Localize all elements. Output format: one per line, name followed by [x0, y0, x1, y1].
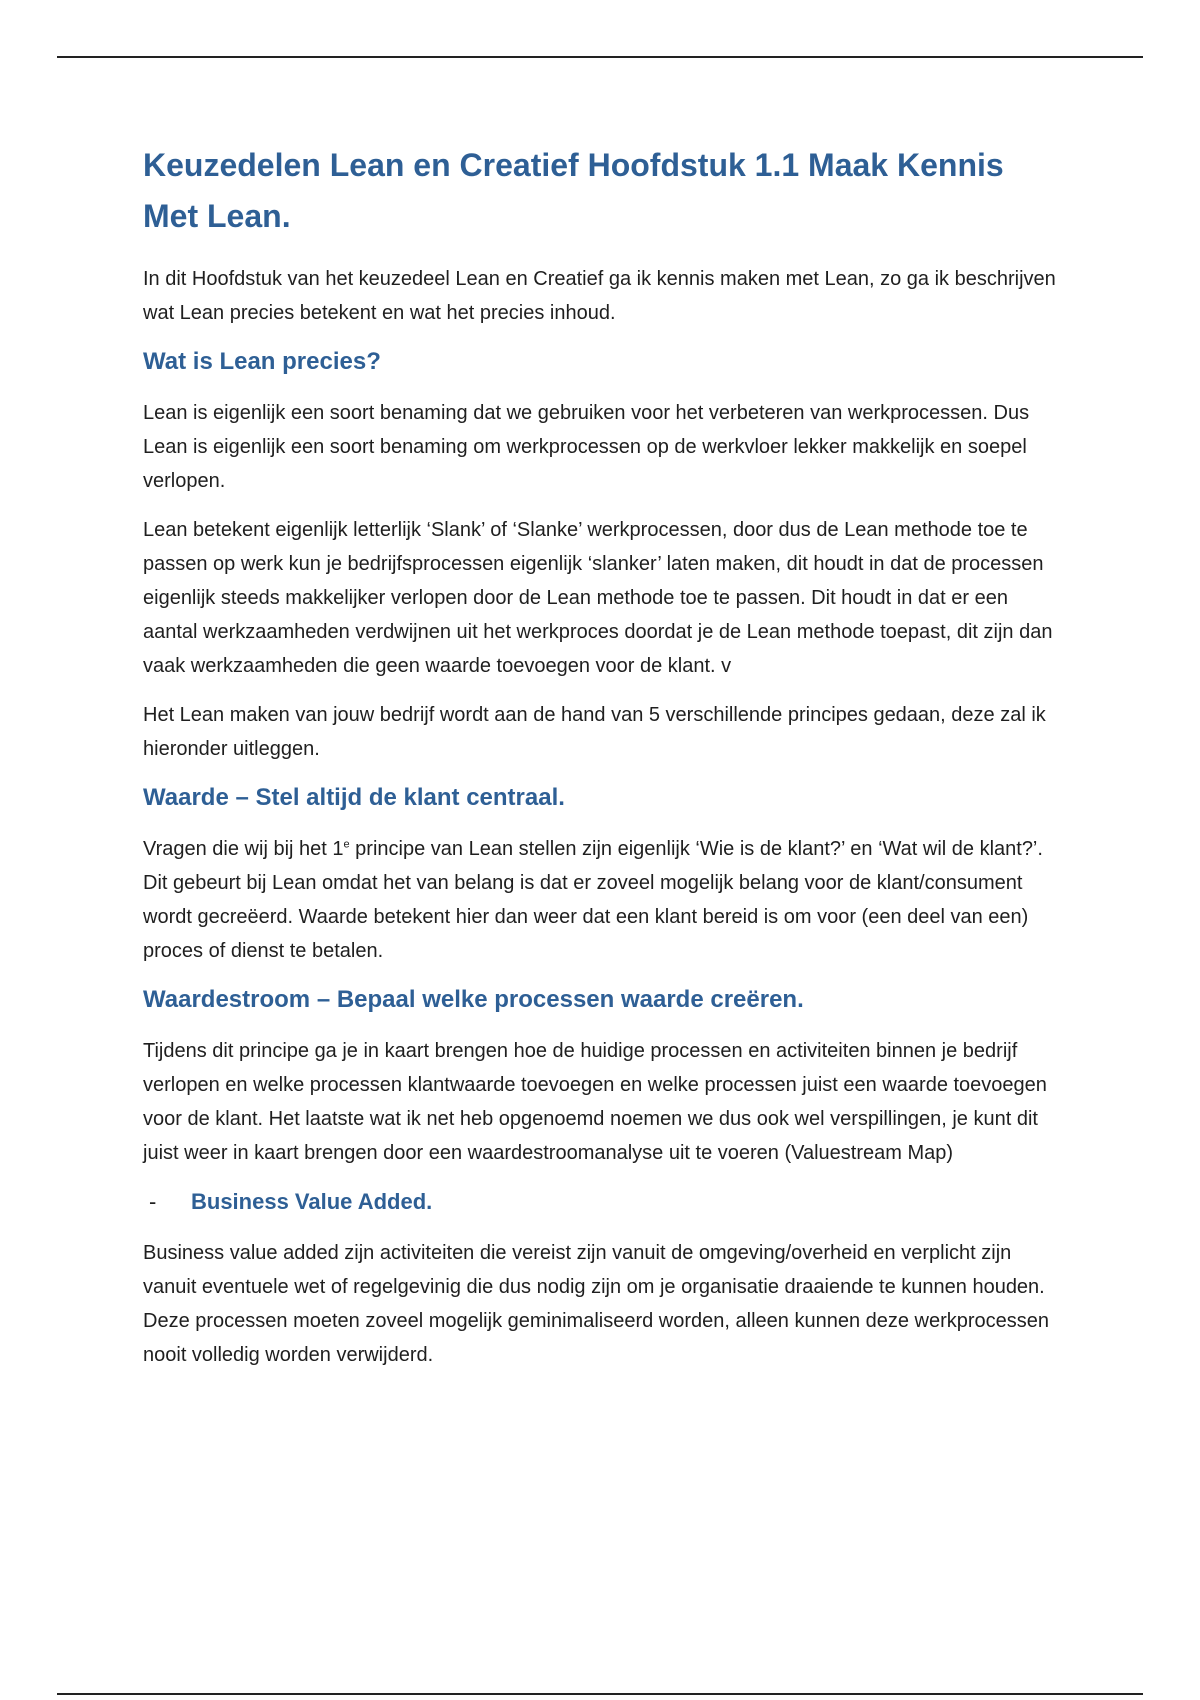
paragraph-lean-definition: Lean is eigenlijk een soort benaming dat we gebruiken voor het verbeteren van werkprocessen. Dus Lean is eigenlijk een soort benaming om werkprocessen op de werkvloer lekker makkelijk en soepel verlopen. [143, 402, 1030, 492]
intro-paragraph: In dit Hoofdstuk van het keuzedeel Lean en Creatief ga ik kennis maken met Lean, zo ga ik beschrijven wat Lean precies betekent en wat het precies inhoud. [143, 268, 1056, 324]
bullet-heading-text: Business Value Added. [191, 1189, 433, 1214]
bullet-heading-business-value-added [143, 1185, 1063, 1219]
paragraph-waarde-rest: principe van Lean stellen zijn eigenlijk ‘Wie is de klant?’ en ‘Wat wil de klant?’. Dit gebeurt bij Lean omdat het van belang is dat er zoveel mogelijk belang voor de klant/consument wordt gecreëerd. Waarde betekent hier dan weer dat een klant bereid is om voor (een deel van een) proces of dienst te betalen. [143, 838, 1043, 962]
document-title: Keuzedelen Lean en Creatief Hoofdstuk 1.1 Maak Kennis Met Lean. [143, 147, 1004, 234]
bullet-dash: - [149, 1189, 157, 1214]
heading-wat-is-lean: Wat is Lean precies? [143, 348, 381, 375]
superscript-e: e [343, 838, 350, 851]
paragraph-waardestroom: Tijdens dit principe ga je in kaart brengen hoe de huidige processen en activiteiten binnen je bedrijf verlopen en welke processen klantwaarde toevoegen en welke processen juist een waarde toevoegen voor de klant. Het laatste wat ik net heb opgenoemd noemen we dus ook wel verspillingen, je kunt dit juist weer in kaart brengen door een waardestroomanalyse uit te voeren (Valuestream Map) [143, 1040, 1047, 1164]
paragraph-lean-principes: Het Lean maken van jouw bedrijf wordt aan de hand van 5 verschillende principes gedaan, deze zal ik hieronder uitleggen. [143, 704, 1046, 760]
footer-rule [57, 1693, 1143, 1695]
header-rule [57, 56, 1143, 58]
paragraph-lean-slank: Lean betekent eigenlijk letterlijk ‘Slank’ of ‘Slanke’ werkprocessen, door dus de Lean methode toe te passen op werk kun je bedrijfsprocessen eigenlijk ‘slanker’ laten maken, dit houdt in dat de processen eigenlijk steeds makkelijker verlopen door de Lean methode toe te passen. Dit houdt in dat er een aantal werkzaamheden verdwijnen uit het werkproces doordat je de Lean methode toepast, dit zijn dan vaak werkzaamheden die geen waarde toevoegen voor de klant. v [143, 519, 1053, 677]
heading-waarde: Waarde – Stel altijd de klant centraal. [143, 784, 565, 811]
paragraph-waarde [143, 832, 1063, 968]
paragraph-waarde-start: Vragen die wij bij het 1 [143, 838, 344, 860]
document-body [143, 140, 1063, 1387]
heading-waardestroom: Waardestroom – Bepaal welke processen waarde creëren. [143, 986, 804, 1013]
paragraph-business-value-added: Business value added zijn activiteiten die vereist zijn vanuit de omgeving/overheid en verplicht zijn vanuit eventuele wet of regelgevinig die dus nodig zijn om je organisatie draaiende te kunnen houden. Deze processen moeten zoveel mogelijk geminimaliseerd worden, alleen kunnen deze werkprocessen nooit volledig worden verwijderd. [143, 1242, 1050, 1366]
